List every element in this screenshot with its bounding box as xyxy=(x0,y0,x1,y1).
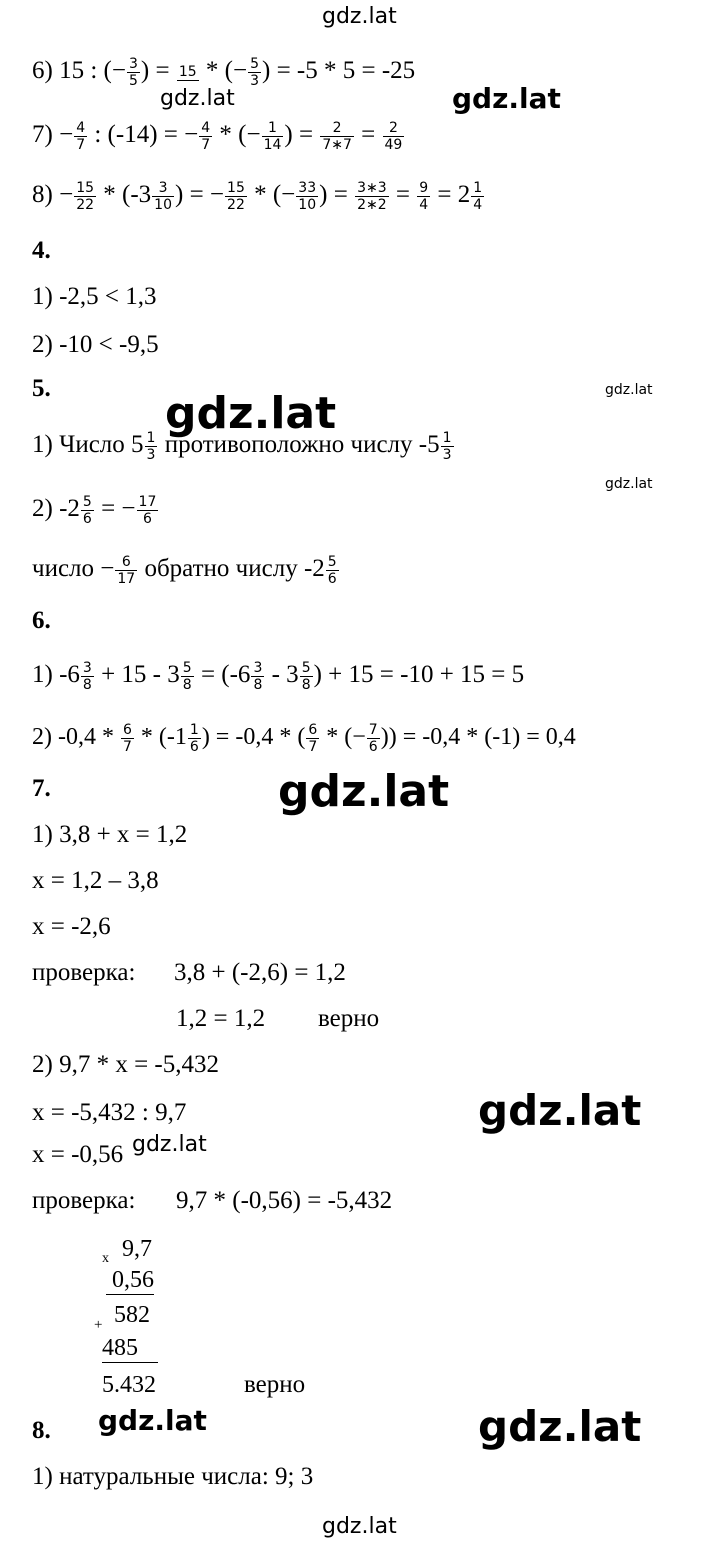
multiplicand: 9,7 xyxy=(122,1236,152,1262)
task5-line-1: 1) Число 5 $\frac{1}{3}$ противоположно числу -5 $\frac{1}{3}$ xyxy=(32,430,452,463)
watermark: gdz.lat xyxy=(452,82,561,115)
task7-line-4: 2) 9,7 * x = -5,432 xyxy=(32,1051,219,1078)
task8-line-1: 1) натуральные числа: 9; 3 xyxy=(32,1463,314,1490)
product-result: 5.432 xyxy=(102,1372,156,1398)
watermark: gdz.lat xyxy=(160,86,235,111)
task7-check1-result: 1,2 = 1,2 xyxy=(176,1005,266,1032)
partial-product-2: 485 xyxy=(102,1334,158,1363)
task3-line-6: 6) 15 : (− $\frac{3}{5}$ ) = 15 * (− $\frac{5}{3}$ ) = -5 * 5 = -25 xyxy=(32,56,416,89)
task3-line-8: 8) − $\frac{15}{22}$ * (-3 $\frac{3}{10}$ ) = − $\frac{15}{22}$ * (− $\frac{33}{10}$ ) = $\frac{3∗3}{2∗2}$ = $\frac{9}{4}$ = 2 $\frac{1}{4}$ xyxy=(32,180,483,213)
task7-line-2: x = 1,2 – 3,8 xyxy=(32,867,159,894)
task7-check2-expr: 9,7 * (-0,56) = -5,432 xyxy=(176,1187,393,1214)
task7-line-3: x = -2,6 xyxy=(32,913,111,940)
multiply-sign: x xyxy=(102,1251,109,1266)
task6-line-1: 1) -6 $\frac{3}{8}$ + 15 - 3 $\frac{5}{8}$ = (-6 $\frac{3}{8}$ - 3 $\frac{5}{8}$ ) + 15 = -10 + 15 = 5 xyxy=(32,660,525,693)
task7-verno-1: верно xyxy=(318,1005,380,1032)
watermark: gdz.lat xyxy=(132,1132,207,1157)
task7-line-6: x = -0,56 xyxy=(32,1141,124,1168)
task7-line-1: 1) 3,8 + x = 1,2 xyxy=(32,821,188,848)
task4-line-2: 2) -10 < -9,5 xyxy=(32,331,159,358)
task4-line-1: 1) -2,5 < 1,3 xyxy=(32,283,157,310)
task4-heading: 4. xyxy=(32,237,51,264)
watermark: gdz.lat xyxy=(165,388,337,439)
task7-verno-2: верно xyxy=(244,1371,306,1398)
task7-check2-label: проверка: xyxy=(32,1187,136,1214)
task8-heading: 8. xyxy=(32,1417,51,1444)
task3-line-7: 7) − $\frac{4}{7}$ : (-14) = − $\frac{4}{7}$ * (− $\frac{1}{14}$ ) = $\frac{2}{7∗7}$ = $\frac{2}{49}$ xyxy=(32,120,403,153)
multiplier: 0,56 xyxy=(106,1266,154,1295)
task6-line-2: 2) -0,4 * $\frac{6}{7}$ * (-1 $\frac{1}{6}$ ) = -0,4 * ( $\frac{6}{7}$ * (− $\frac{7}{6}$ )) = -0,4 * (-1) = 0,4 xyxy=(32,722,576,755)
watermark: gdz.lat xyxy=(478,1086,642,1135)
watermark: gdz.lat xyxy=(322,1514,397,1539)
task5-line-2: 2) -2 $\frac{5}{6}$ = − $\frac{17}{6}$ xyxy=(32,494,157,527)
task7-check1-label: проверка: xyxy=(32,959,136,986)
watermark: gdz.lat xyxy=(278,766,450,817)
task7-heading: 7. xyxy=(32,775,51,802)
task7-check1-expr: 3,8 + (-2,6) = 1,2 xyxy=(174,959,346,986)
watermark: gdz.lat xyxy=(322,4,397,29)
watermark: gdz.lat xyxy=(478,1402,642,1451)
task5-heading: 5. xyxy=(32,375,51,402)
watermark: gdz.lat xyxy=(605,476,653,492)
partial-product-1: 582 xyxy=(114,1302,150,1328)
task5-line-3: число − $\frac{6}{17}$ обратно числу -2 $\frac{5}{6}$ xyxy=(32,554,337,587)
task7-line-5: x = -5,432 : 9,7 xyxy=(32,1099,187,1126)
watermark: gdz.lat xyxy=(98,1404,207,1437)
task6-heading: 6. xyxy=(32,607,51,634)
watermark: gdz.lat xyxy=(605,382,653,398)
plus-sign: + xyxy=(94,1317,103,1333)
